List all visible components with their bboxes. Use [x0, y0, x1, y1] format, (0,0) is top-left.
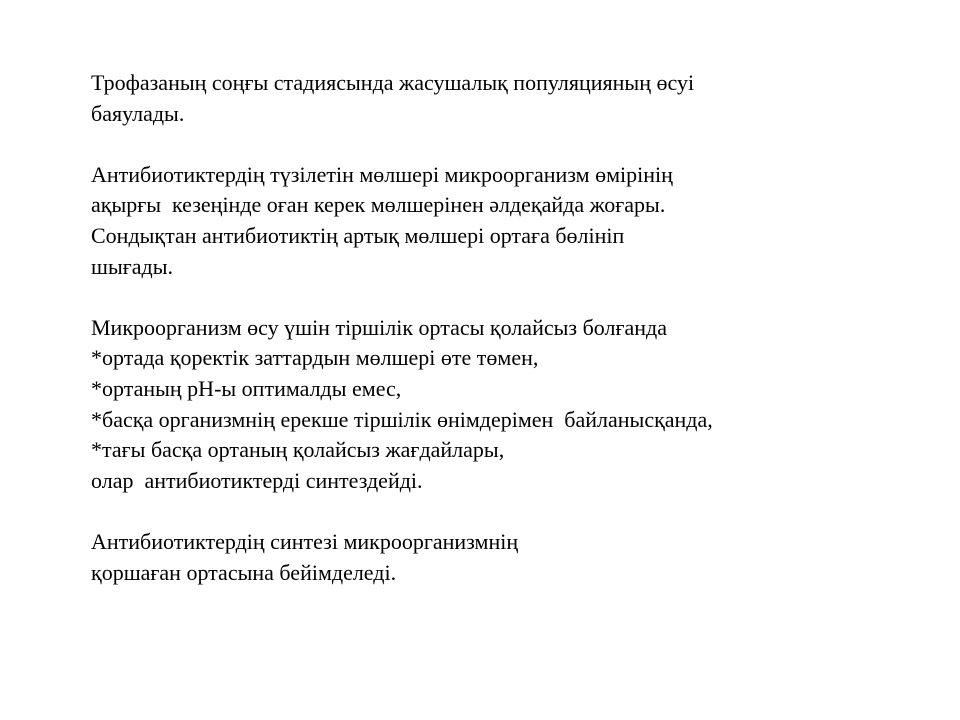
text-line: Сондықтан антибиотиктің артық мөлшері ортаға бөлініп — [91, 222, 625, 248]
paragraph-unfavorable-conditions — [91, 313, 931, 497]
list-item: *тағы басқа ортаның қолайсыз жағдайлары, — [91, 437, 505, 463]
list-item: *басқа организмнің ерекше тіршілік өнімдерімен байланысқанда, — [91, 406, 713, 432]
text-line: олар антибиотиктерді синтездейді. — [91, 467, 423, 493]
text-line: Антибиотиктердің түзілетін мөлшері микроорганизм өмірінің — [91, 161, 673, 187]
slide-body-text — [91, 68, 931, 619]
paragraph-antibiotic-amount — [91, 160, 931, 282]
paragraph-synthesis-adaptation — [91, 527, 931, 588]
text-line: Антибиотиктердің синтезі микроорганизмнің — [91, 528, 519, 554]
list-item: *ортаның рН-ы оптималды емес, — [91, 375, 402, 401]
text-line: шығады. — [91, 253, 173, 279]
text-line: баяулады. — [91, 100, 185, 126]
list-item: *ортада қоректік заттардын мөлшері өте төмен, — [91, 345, 539, 371]
paragraph-trophase — [91, 68, 931, 129]
text-line: Трофазаның соңғы стадиясында жасушалық популяцияның өсуі — [91, 70, 695, 95]
text-line: Микроорганизм өсу үшін тіршілік ортасы қолайсыз болғанда — [91, 314, 667, 340]
text-line: қоршаған ортасына бейімделеді. — [91, 559, 397, 585]
text-line: ақырғы кезеңінде оған керек мөлшерінен әлдеқайда жоғары. — [91, 192, 666, 218]
